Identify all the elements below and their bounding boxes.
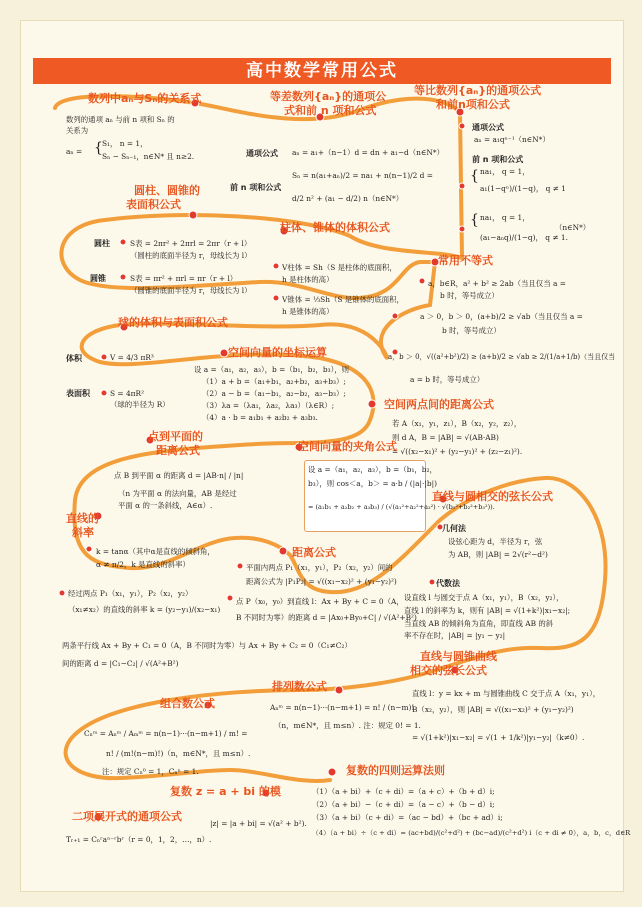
coord-l3: （3）λa =（λa₁，λa₂，λa₃）（λ∈R）; xyxy=(202,401,335,410)
heading-sn-an: 数列中aₙ与Sₙ的关系式 xyxy=(88,92,202,105)
heading-perm: 排列数公式 xyxy=(272,680,327,693)
angle-l3: = (a₁b₁ + a₂b₂ + a₃b₃) / (√(a₁²+a₂²+a₃²) · √(b₁²+b₂²+b₃²)). xyxy=(308,503,495,511)
brace: { xyxy=(94,140,103,156)
distance-l5: 两条平行线 Ax + By + C₁ = 0（A，B 不同时为零）与 Ax + By + C₂ = 0（C₁≠C₂） xyxy=(62,641,352,650)
heading-modulus: 复数 z = a + bi 的模 xyxy=(170,785,281,798)
chord-a3: 当直线 AB 的倾斜角为直角，即直线 AB 的斜 xyxy=(404,619,554,628)
heading-geo-2: 和前n项和公式 xyxy=(436,98,510,111)
chord-g2: 为 AB，则 |AB| = 2√(r²−d²) xyxy=(448,550,548,559)
conic-l1: 直线 l：y = kx + m 与圆锥曲线 C 交于点 A（x₁，y₁）， xyxy=(412,689,601,698)
heading-angle: 空间向量的夹角公式 xyxy=(298,440,397,453)
chord-a1: 设直线 l 与圆交于点 A（x₁，y₁），B（x₂，y₂）， xyxy=(404,593,564,602)
complex-l3: （3）（a + bi）（c + di）=（ac − bd）+（bc + ad）i; xyxy=(312,813,503,822)
brace: { xyxy=(470,212,479,228)
geo-s-case1: na₁， q = 1， xyxy=(480,167,530,176)
chord-label-geo: 几何法 xyxy=(442,524,466,533)
distance-l2: 距离公式为 |P₁P₂| = √((x₁−x₂)² + (y₁−y₂)²) xyxy=(246,577,397,586)
heading-binomial: 二项展开式的通项公式 xyxy=(72,810,182,823)
heading-slope-1: 直线的 xyxy=(66,512,99,525)
brace: { xyxy=(470,168,479,184)
volume-prism2: h 是柱体的高） xyxy=(282,275,334,284)
sphere-label-s: 表面积 xyxy=(66,389,90,398)
conic-l2: B（x₂，y₂），则 |AB| = √((x₁−x₂)² + (y₁−y₂)²) xyxy=(412,705,574,714)
ineq-i2: a ＞ 0，b ＞ 0，(a+b)/2 ≥ √ab（当且仅当 a = xyxy=(420,312,583,321)
slope-l3: 经过两点 P₁（x₁，y₁），P₂（x₂，y₂） xyxy=(68,589,193,598)
comb-l3: 注：规定 Cₙ⁰ = 1，Cₙⁿ = 1. xyxy=(102,767,199,776)
volume-pyr2: h 是锥体的高） xyxy=(282,307,334,316)
heading-sphere: 球的体积与表面积公式 xyxy=(118,316,228,329)
slope-l2: α ≠ π/2，k 是直线的斜率） xyxy=(96,560,190,569)
heading-conic-1: 直线与圆锥曲线 xyxy=(420,650,497,663)
cone-label-cyl: 圆柱 xyxy=(94,239,110,248)
sphere-s: S = 4πR² xyxy=(110,389,145,398)
sn-an-case1: S₁， n = 1， xyxy=(102,139,148,148)
geo-label-sum: 前 n 项和公式 xyxy=(472,155,524,164)
complex-l1: （1）（a + bi）+（c + di）=（a + c）+（b + d）i; xyxy=(312,787,495,796)
heading-ineq: 常用不等式 xyxy=(438,254,493,267)
ineq-i2b: b 时，等号成立） xyxy=(442,326,501,335)
distance-l4: B 不同时为零）的距离 d = |Ax₀+By₀+C| / √(A²+B²) xyxy=(236,613,417,622)
angle-l2: b₃），则 cos＜a，b＞ = a·b / (|a|·|b|) xyxy=(308,479,437,488)
chord-a2: 直线 l 的斜率为 k，则有 |AB| = √(1+k²)|x₁−x₂|; xyxy=(404,606,571,615)
comb-l2: n! / (m!(n−m)!)（n，m∈N*，且 m≤n）. xyxy=(106,749,251,758)
dist2-l2: 则 d A，B = |AB| = √(AB·AB) xyxy=(392,433,499,442)
volume-prism1: V柱体 = Sh（S 是柱体的底面积， xyxy=(282,263,397,272)
geo-s-tag: （n∈N*） xyxy=(555,223,591,232)
slope-l1: k = tanα（其中α是直线的倾斜角， xyxy=(96,547,215,556)
heading-complex-ops: 复数的四则运算法则 xyxy=(346,764,445,777)
modulus-l1: |z| = |a + bi| = √(a² + b²). xyxy=(210,819,307,828)
sphere-note: （球的半径为 R） xyxy=(110,400,170,409)
heading-volume: 柱体、锥体的体积公式 xyxy=(280,221,390,234)
distance-l1: 平面内两点 P₁（x₁，y₁），P₂（x₂，y₂）间的 xyxy=(246,563,393,572)
coord-l1: （1）a + b =（a₁+b₁，a₂+b₂，a₃+b₃）; xyxy=(202,377,346,386)
coord-intro: 设 a =（a₁，a₂，a₃），b =（b₁，b₂，b₃），则 xyxy=(194,365,350,374)
heading-pt-plane-1: 点到平面的 xyxy=(148,430,203,443)
geo-label-general: 通项公式 xyxy=(472,123,504,132)
dist2-l3: = √((x₂−x₁)² + (y₂−y₁)² + (z₂−z₁)²). xyxy=(392,447,523,456)
sn-an-line2: 关系为 xyxy=(66,126,89,135)
cone-cyl-note: （圆柱的底面半径为 r，母线长为 l） xyxy=(130,251,252,260)
page-title: 高中数学常用公式 xyxy=(33,58,611,84)
pt-plane-l1: 点 B 到平面 α 的距离 d = |AB·n| / |n| xyxy=(114,471,244,480)
heading-geo-1: 等比数列{aₙ}的通项公式 xyxy=(414,84,542,97)
chord-a4: 率不存在时，|AB| = |y₁ − y₂| xyxy=(404,631,506,640)
coord-l2: （2）a − b =（a₁−b₁，a₂−b₂，a₃−b₃）; xyxy=(202,389,346,398)
heading-arith-2: 式和前 n 项和公式 xyxy=(284,104,377,117)
cone-cone-note: （圆锥的底面半径为 r，母线长为 l） xyxy=(130,286,252,295)
distance-l6: 间的距离 d = |C₁−C₂| / √(A²+B²) xyxy=(62,659,179,668)
comb-l1: Cₙᵐ = Aₙᵐ / Aₘᵐ = n(n−1)···(n−m+1) / m! = xyxy=(84,729,248,738)
pt-plane-l2: （n 为平面 α 的法向量，AB 是经过 xyxy=(118,489,237,498)
pt-plane-l3: 平面 α 的一条斜线，A∈α）. xyxy=(118,501,213,510)
volume-pyr1: V锥体 = ⅓Sh（S 是锥体的底面积， xyxy=(282,295,404,304)
sn-an-lhs: aₙ = xyxy=(66,147,83,156)
arith-sum1: Sₙ = n(a₁+aₙ)/2 = na₁ + n(n−1)/2 d = xyxy=(292,171,433,180)
sn-an-line1: 数列的通项 aₙ 与前 n 项和 Sₙ 的 xyxy=(66,115,175,124)
heading-slope-2: 斜率 xyxy=(72,526,94,539)
arith-label-sum: 前 n 项和公式 xyxy=(230,183,282,192)
arith-sum2: d/2 n² + (a₁ − d/2) n（n∈N*） xyxy=(292,194,404,203)
dist2-l1: 若 A（x₁，y₁，z₁），B（x₂，y₂，z₂）， xyxy=(392,419,522,428)
complex-l4: （4）（a + bi）÷（c + di）= (ac+bd)/(c²+d²) + (bc−ad)/(c²+d²) i（c + di ≠ 0），a，b，c，d∈R xyxy=(312,829,631,837)
sn-an-case2: Sₙ − Sₙ₋₁，n∈N* 且 n≥2. xyxy=(102,152,195,161)
distance-l3: 点 P（x₀，y₀）到直线 l：Ax + By + C = 0（A， xyxy=(236,597,404,606)
heading-cone-1: 圆柱、圆锥的 xyxy=(134,184,200,197)
arith-label-general: 通项公式 xyxy=(246,149,278,158)
geo-s-case2: a₁(1−qⁿ)/(1−q)， q ≠ 1 xyxy=(480,184,566,193)
conic-l3: = √(1+k²)|x₁−x₂| = √(1 + 1/k²)|y₁−y₂|（k≠0）. xyxy=(412,733,585,742)
sphere-v: V = 4/3 πR³ xyxy=(110,353,154,362)
perm-l1: Aₙᵐ = n(n−1)···(n−m+1) = n! / (n−m)! xyxy=(270,703,415,712)
geo-s2-case2: (a₁−aₙq)/(1−q)， q ≠ 1. xyxy=(480,233,568,242)
angle-l1: 设 a =（a₁，a₂，a₃），b =（b₁，b₂， xyxy=(308,465,437,474)
sphere-label-v: 体积 xyxy=(66,354,82,363)
heading-distance: 距离公式 xyxy=(292,546,336,559)
geo-general: aₙ = a₁qⁿ⁻¹（n∈N*） xyxy=(474,135,550,144)
heading-chord: 直线与圆相交的弦长公式 xyxy=(432,490,553,503)
coord-l4: （4）a · b = a₁b₁ + a₂b₂ + a₃b₃. xyxy=(202,413,318,422)
slope-l4: （x₁≠x₂）的直线的斜率 k = (y₂−y₁)/(x₂−x₁) xyxy=(68,605,221,614)
heading-conic-2: 相交的弦长公式 xyxy=(410,664,487,677)
chord-g1: 设弦心距为 d，半径为 r，弦 xyxy=(448,537,543,546)
heading-comb: 组合数公式 xyxy=(160,697,215,710)
ineq-i1: a，b∈R，a² + b² ≥ 2ab（当且仅当 a = xyxy=(428,279,566,288)
chord-label-alg: 代数法 xyxy=(436,579,460,588)
heading-coord: 空间向量的坐标运算 xyxy=(228,346,327,359)
ineq-i3b: a = b 时，等号成立） xyxy=(410,375,485,384)
cone-cone: S表 = πr² + πrl = πr（r + l） xyxy=(130,274,238,283)
heading-cone-2: 表面积公式 xyxy=(126,198,181,211)
ineq-i3: a，b ＞ 0，√((a²+b²)/2) ≥ (a+b)/2 ≥ √ab ≥ 2/(1/a+1/b)（当且仅当 xyxy=(388,353,616,361)
cone-label-cone: 圆锥 xyxy=(90,274,106,283)
geo-s2-case1: na₁， q = 1， xyxy=(480,213,530,222)
perm-l2: （n，m∈N*，且 m≤n）. 注：规定 0! = 1. xyxy=(274,721,421,730)
heading-pt-plane-2: 距离公式 xyxy=(156,444,200,457)
complex-l2: （2）（a + bi）−（c + di）=（a − c）+（b − d）i; xyxy=(312,800,495,809)
heading-arith-1: 等差数列{aₙ}的通项公 xyxy=(270,90,387,103)
heading-dist2: 空间两点间的距离公式 xyxy=(384,398,494,411)
binomial-l1: Tᵣ₊₁ = Cₙʳaⁿ⁻ʳbʳ（r = 0，1，2，…，n）. xyxy=(66,835,212,844)
cone-cyl: S表 = 2πr² + 2πrl = 2πr（r + l） xyxy=(130,239,252,248)
ineq-i1b: b 时，等号成立） xyxy=(440,291,499,300)
arith-general: aₙ = a₁+（n−1）d = dn + a₁−d（n∈N*） xyxy=(292,148,444,157)
